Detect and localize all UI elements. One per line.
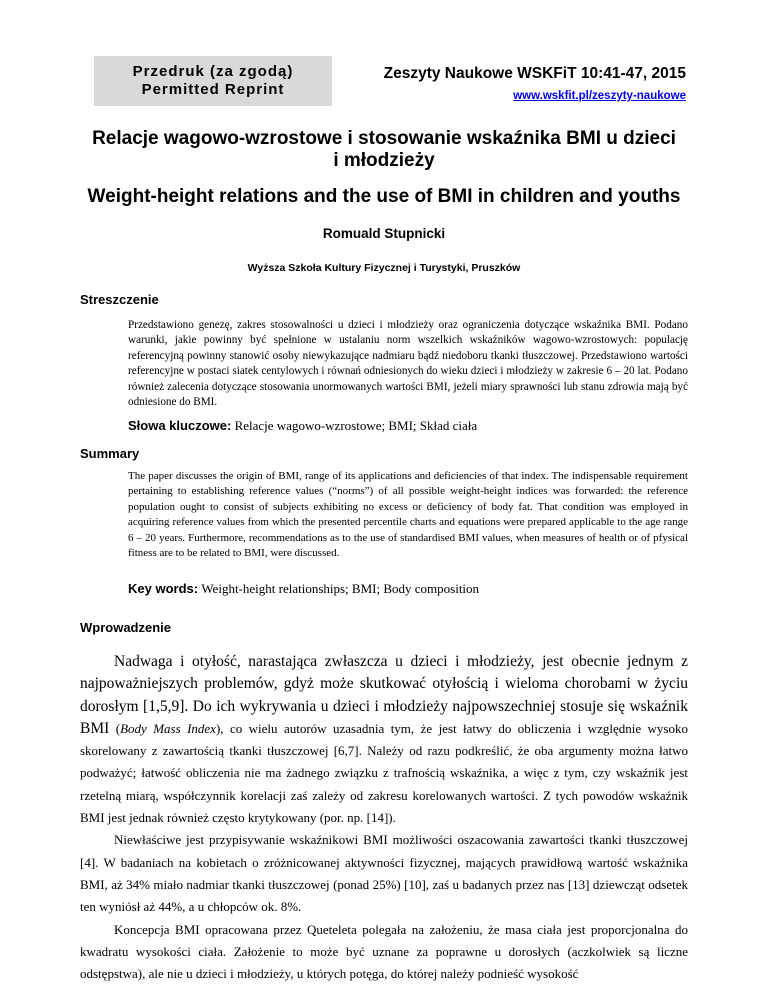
streszczenie-heading: Streszczenie [80, 292, 159, 307]
intro-paragraph-1: Nadwaga i otyłość, narastająca zwłaszcza u dzieci i młodzieży, jest obecnie jednym z najpoważniejszych problemów, gdyż może skutkować otyłością i wieloma chorobami w życiu dorosłym [1,5,9]. Do ich wykrywania u dzieci i młodzieży najpowszechniej stosuje się wskaźnik BMI (Body Mass Index), co wielu autorów uzasadnia tym, że jest łatwy do obliczenia i względnie wysoko skorelowany z zawartością tkanki tłuszczowej [6,7]. Należy od razu podkreślić, że oba argumenty można łatwo podważyć; łatwość obliczenia nie ma żadnego związku z trafnością wskaźnika, a więc z tym, czy wskaźnik jest rzetelną miarą, współczynnik korelacji zaś zależy od zakresu korelowanych wartości. Z tych powodów wskaźnik BMI jest jednak również często krytykowany (por. np. [14]). [80, 653, 688, 826]
keywords-polish-label: Słowa kluczowe: [128, 418, 232, 433]
reprint-en: Permitted Reprint [141, 81, 285, 98]
intro-body [80, 651, 688, 985]
author-affiliation: Wyższa Szkoła Kultury Fizycznej i Turystyki, Pruszków [247, 262, 521, 274]
title-polish-line1: Relacje wagowo-wzrostowe i stosowanie wskaźnika BMI u dzieci [92, 128, 676, 149]
title-polish-line2: i młodzieży [333, 150, 435, 171]
keywords-english-label: Key words: [128, 581, 199, 596]
intro-paragraph-1-lead: Nadwaga i otyłość, narastająca zwłaszcza u dzieci i młodzieży, jest obecnie jednym z najpoważniejszych problemów, gdyż może skutkować otyłością i wieloma chorobami w życiu dorosłym [1,5,9]. Do ich wykrywania u dzieci i młodzieży najpowszechniej stosuje się wskaźnik BMI [80, 653, 688, 737]
reprint-notice [94, 56, 332, 106]
intro-paragraph-1-rest: ), co wielu autorów uzasadnia tym, że jest łatwy do obliczenia i względnie wysoko skorelowany z zawartością tkanki tłuszczowej [6,7]. Należy od razu podkreślić, że oba argumenty można łatwo podważyć; łatwość obliczenia nie ma żadnego związku z trafnością wskaźnika, a więc z tym, czy wskaźnik jest rzetelną miarą, współczynnik korelacji zaś zależy od zakresu korelowanych wartości. Z tych powodów wskaźnik BMI jest jednak również często krytykowany (por. np. [14]). [80, 720, 688, 826]
title-polish [80, 128, 688, 172]
journal-url-link[interactable]: www.wskfit.pl/zeszyty-naukowe [513, 90, 686, 102]
keywords-polish [128, 418, 688, 434]
bmi-italic-term: Body Mass Index [120, 720, 216, 736]
intro-paragraph-2: Niewłaściwe jest przypisywanie wskaźnikowi BMI możliwości oszacowania zawartości tkanki tłuszczowej [4]. W badaniach na kobietach o zróżnicowanej aktywności fizycznej, mających prawidłową wartość wskaźnika BMI, aż 34% miało nadmiar tkanki tłuszczowej (ponad 25%) [10], zaś u badanych przez nas [13] dziewcząt odsetek ten wyniósł aż 44%, a u chłopców ok. 8%. [80, 832, 688, 915]
summary-text: The paper discusses the origin of BMI, range of its applications and deficiencies of that index. The indispensable requirement pertaining to establishing reference values (“norms”) of all possible weight-height indices was forwarded: the reference population ought to consist of subjects exhibiting no excess or deficiency of body fat. That condition was employed in acquiring reference values from which the presented percentile charts and equations were prepared applicable to the age range 6 – 20 years. Furthermore, recommendations as to the use of standardised BMI values, when measures of health or of pfysical fitness are to be related to BMI, were discussed. [128, 470, 688, 560]
intro-paragraph-3: Koncepcja BMI opracowana przez Queteleta polegała na założeniu, że masa ciała jest proporcjonalna do kwadratu wysokości ciała. Założenie to może być uznane za poprawne u dorosłych (aczkolwiek są liczne odstępstwa), ale nie u dzieci i młodzieży, u których potęga, do której należy podnieść wysokość [80, 921, 688, 982]
reprint-pl: Przedruk (za zgodą) [132, 63, 294, 80]
keywords-polish-text: Relacje wagowo-wzrostowe; BMI; Skład ciała [234, 418, 478, 433]
streszczenie-text: Przedstawiono genezę, zakres stosowalności u dzieci i młodzieży oraz ograniczenia dotyczące wskaźnika BMI. Podano warunki, jakie powinny być spełnione w ustalaniu norm wszelkich wskaźników wagowo-wzrostowych: populację referencyjną powinny stanowić osoby niewykazujące nadmiaru bądź niedoboru tkanki tłuszczowej. Przedstawiono wartości referencyjne w postaci siatek centylowych i równań odniesionych do wieku dzieci i młodzieży w zakresie 6 – 20 lat. Podano również zalecenia dotyczące stosowania unormowanych wartości BMI, jeżeli miary sprawności lub stanu zdrowia mają być odniesione do BMI. [128, 319, 688, 409]
intro-heading: Wprowadzenie [80, 620, 172, 635]
summary-heading: Summary [80, 446, 140, 461]
keywords-english-text: Weight-height relationships; BMI; Body composition [201, 581, 480, 596]
keywords-english [128, 581, 688, 597]
author-name: Romuald Stupnicki [322, 226, 446, 241]
journal-header [332, 56, 686, 106]
journal-name: Zeszyty Naukowe WSKFiT 10:41-47, 2015 [383, 65, 686, 82]
title-english: Weight-height relations and the use of BMI in children and youths [87, 186, 681, 207]
